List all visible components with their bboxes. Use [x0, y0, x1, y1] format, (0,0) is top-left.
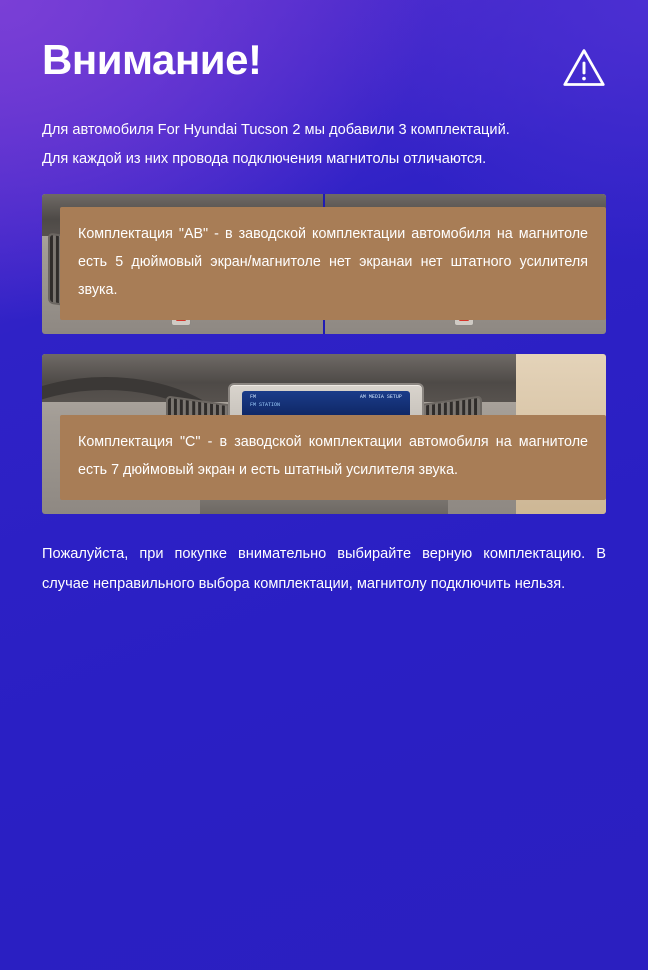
warning-triangle-icon [562, 46, 606, 90]
intro-line-2: Для каждой из них провода подключения магнитолы отличаются. [42, 151, 487, 168]
variant-ab-caption-text: Комплектация "AB" - в заводской комплектации автомобиля на магнитоле есть 5 дюймовый экран/магнитоле нет экранаи нет штатного усилителя звука. [78, 225, 588, 298]
variant-ab-caption [60, 207, 606, 321]
page-title: Внимание! [42, 36, 262, 83]
intro-line-1: Для автомобиля For Hyundai Tucson 2 мы добавили 3 комплектаций. [42, 122, 510, 138]
radio-band-label: FM [250, 394, 257, 401]
variant-c-caption-text: Комплектация "C" - в заводской комплектации автомобиля на магнитоле есть 7 дюймовый экран и есть штатный усилителя звука. [78, 433, 588, 478]
radio-screen-top-row [250, 394, 402, 402]
outro-paragraph: Пожалуйста, при покупке внимательно выбирайте верную комплектацию. В случае неправильного выбора комплектации, магнитолу подключить нельзя. [42, 546, 606, 592]
variant-c-block [42, 354, 606, 514]
page-header [42, 0, 606, 90]
variant-ab-block [42, 194, 606, 334]
outro-text [42, 540, 606, 598]
intro-text [42, 116, 606, 174]
radio-menu-labels: AM MEDIA SETUP [359, 394, 402, 401]
radio-station-label: FM STATION [250, 401, 281, 408]
variant-c-caption [60, 415, 606, 501]
